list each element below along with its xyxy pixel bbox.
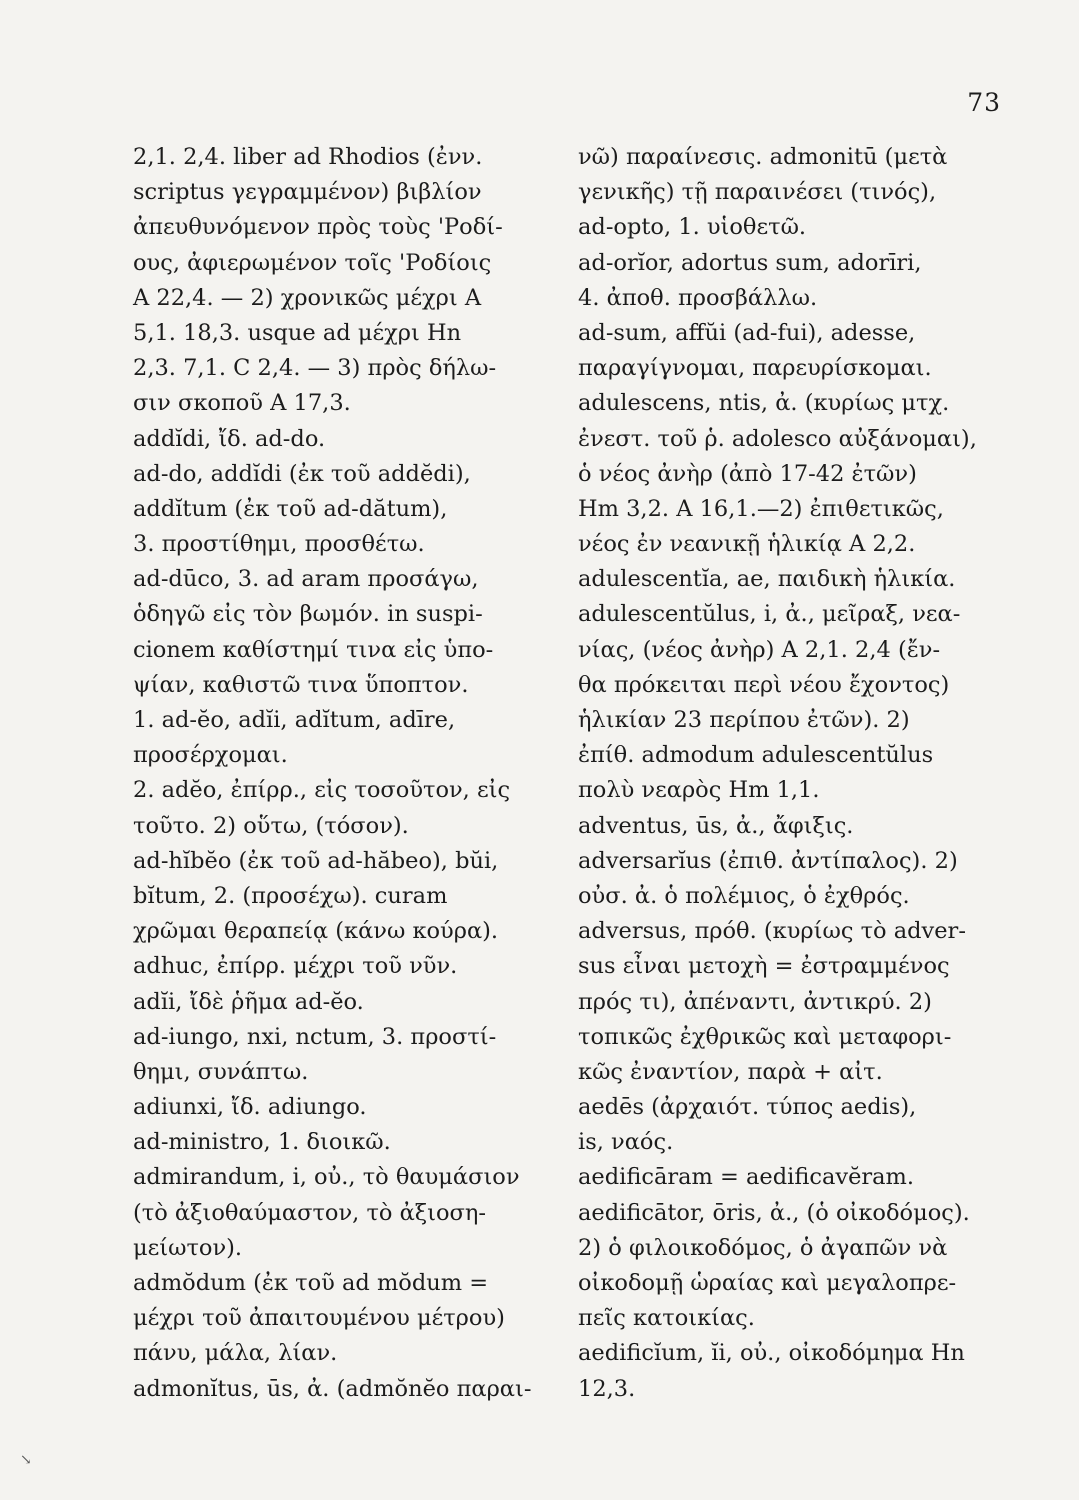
left-column-line: μείωτον).	[133, 1234, 243, 1261]
left-column-line: 5,1. 18,3. usque ad μέχρι Hn	[133, 319, 462, 346]
right-column-line: πρός τι), ἀπέναντι, ἀντικρύ. 2)	[578, 988, 932, 1015]
right-column-line: aedēs (ἀρχαιότ. τύπος aedis),	[578, 1094, 917, 1121]
left-column-line: πάνυ, μάλα, λίαν.	[133, 1340, 338, 1367]
right-column-line: adulescentŭlus, i, ἀ., μεῖραξ, νεα-	[578, 601, 961, 628]
right-column-line: ad-orĭor, adortus sum, adorīri,	[578, 249, 922, 276]
left-column-line: ad-ministro, 1. διοικῶ.	[133, 1129, 391, 1156]
right-column-line: Hm 3,2. Α 16,1.—2) ἐπιθετικῶς,	[578, 495, 944, 522]
right-column-line: νίας, (νέος ἀνὴρ) Α 2,1. 2,4 (ἔν-	[578, 636, 941, 663]
left-column-line: adĭi, ἴδὲ ῥῆμα ad-ĕo.	[133, 988, 364, 1015]
left-column-line: χρῶμαι θεραπείᾳ (κάνω κούρα).	[133, 918, 499, 945]
left-column-line: ὁδηγῶ εἰς τὸν βωμόν. in suspi-	[133, 601, 483, 628]
right-column-line: aedificāram = aedificavĕram.	[578, 1164, 915, 1191]
right-column-line: 2) ὁ φιλοικοδόμος, ὁ ἀγαπῶν νὰ	[578, 1234, 948, 1261]
right-column-line: πεῖς κατοικίας.	[578, 1305, 755, 1332]
left-column-line: adiunxi, ἴδ. adiungo.	[133, 1094, 367, 1121]
left-column-line: προσέρχομαι.	[133, 742, 288, 769]
left-column	[133, 140, 548, 1407]
left-column-line: (τὸ ἀξιοθαύμαστον, τὸ ἀξιοση-	[133, 1199, 486, 1226]
left-column-line: 2. adĕo, ἐπίρρ., εἰς τοσοῦτον, εἰς	[133, 777, 511, 804]
right-column-line: παραγίγνομαι, παρευρίσκομαι.	[578, 355, 932, 382]
right-column-line: adulescens, ntis, ἀ. (κυρίως μτχ.	[578, 390, 950, 417]
right-column-line: οὐσ. ἀ. ὁ πολέμιος, ὁ ἐχθρός.	[578, 882, 910, 909]
left-column-line: 2,1. 2,4. liber ad Rhodios (ἐνν.	[133, 144, 483, 170]
left-column-line: admonĭtus, ūs, ἀ. (admŏnĕo παραι-	[133, 1375, 532, 1402]
right-column-line: adulescentĭa, ae, παιδικὴ ἡλικία.	[578, 566, 956, 593]
left-column-line: σιν σκοποῦ Α 17,3.	[133, 390, 351, 417]
left-column-line: admirandum, i, οὐ., τὸ θαυμάσιον	[133, 1164, 520, 1191]
right-column-line: ἐνεστ. τοῦ ῥ. adolesco αὐξάνομαι),	[578, 425, 977, 452]
right-column-line: τοπικῶς ἐχθρικῶς καὶ μεταφορι-	[578, 1023, 952, 1050]
left-column-line: ad-hĭbĕo (ἐκ τοῦ ad-hăbeo), bŭi,	[133, 847, 499, 874]
left-column-line: 3. προστίθημι, προσθέτω.	[133, 531, 425, 558]
left-column-line: ad-dūco, 3. ad aram προσάγω,	[133, 566, 479, 593]
left-column-line: θημι, συνάπτω.	[133, 1058, 309, 1085]
left-column-line: τοῦτο. 2) οὕτω, (τόσον).	[133, 812, 409, 839]
left-column-line: adhuc, ἐπίρρ. μέχρι τοῦ νῦν.	[133, 953, 458, 980]
left-column-line: ἀπευθυνόμενον πρὸς τοὺς 'Ροδί-	[133, 214, 503, 241]
left-column-line: 1. ad-ĕo, adĭi, adĭtum, adīre,	[133, 707, 456, 733]
right-column-line: sus εἶναι μετοχὴ = ἐστραμμένος	[578, 953, 950, 980]
right-column-line: νῶ) παραίνεσις. admonitū (μετὰ	[578, 144, 948, 170]
left-column-line: admŏdum (ἐκ τοῦ ad mŏdum =	[133, 1270, 489, 1296]
right-column-line: πολὺ νεαρὸς Hm 1,1.	[578, 777, 820, 804]
left-column-line: Α 22,4. — 2) χρονικῶς μέχρι Α	[133, 284, 482, 311]
right-column-line: ὁ νέος ἀνὴρ (ἀπὸ 17-42 ἐτῶν)	[578, 460, 917, 487]
right-column-line: adversarĭus (ἐπιθ. ἀντίπαλος). 2)	[578, 847, 958, 874]
left-column-line: cionem καθίστημί τινα εἰς ὑπο-	[133, 636, 494, 663]
left-column-line: scriptus γεγραμμένον) βιβλίον	[133, 179, 482, 206]
right-column-line: 12,3.	[578, 1375, 636, 1402]
left-column-line: 2,3. 7,1. C 2,4. — 3) πρὸς δήλω-	[133, 355, 497, 382]
right-column-line: οἰκοδομῇ ὡραίας καὶ μεγαλοπρε-	[578, 1270, 957, 1296]
right-column-line: is, ναός.	[578, 1129, 674, 1156]
right-column-line: 4. ἀποθ. προσβάλλω.	[578, 284, 818, 311]
page-number: 73	[967, 88, 1001, 117]
left-column-line: ad-do, addĭdi (ἐκ τοῦ addĕdi),	[133, 460, 471, 487]
right-column-line: adversus, πρόθ. (κυρίως τὸ adver-	[578, 918, 966, 945]
right-column-line: aedificātor, ōris, ἀ., (ὁ οἰκοδόμος).	[578, 1199, 970, 1226]
corner-mark: ↘	[20, 1452, 32, 1468]
right-column-line: γενικῆς) τῇ παραινέσει (τινός),	[578, 179, 937, 206]
right-column-line: ad-opto, 1. υἱοθετῶ.	[578, 214, 807, 241]
right-column-line: κῶς ἐναντίον, παρὰ + αἰτ.	[578, 1058, 883, 1085]
left-column-line: addĭtum (ἐκ τοῦ ad-dătum),	[133, 495, 448, 522]
right-column-line: θα πρόκειται περὶ νέου ἔχοντος)	[578, 671, 950, 698]
right-column-line: adventus, ūs, ἀ., ἄφιξις.	[578, 812, 854, 839]
right-column-line: ad-sum, affŭi (ad-fui), adesse,	[578, 319, 916, 346]
left-column-line: ad-iungo, nxi, nctum, 3. προστί-	[133, 1023, 497, 1050]
left-column-line: bĭtum, 2. (προσέχω). curam	[133, 882, 448, 909]
right-column	[578, 140, 993, 1407]
right-column-line: aedificĭum, ĭi, οὐ., οἰκοδόμημα Hn	[578, 1340, 965, 1367]
right-column-line: ἡλικίαν 23 περίπου ἐτῶν). 2)	[578, 707, 910, 733]
left-column-line: μέχρι τοῦ ἀπαιτουμένου μέτρου)	[133, 1305, 505, 1332]
right-column-line: ἐπίθ. admodum adulescentŭlus	[578, 742, 934, 769]
right-column-line: νέος ἐν νεανικῇ ἡλικίᾳ Α 2,2.	[578, 531, 916, 558]
left-column-line: ψίαν, καθιστῶ τινα ὕποπτον.	[133, 671, 469, 698]
left-column-line: ους, ἀφιερωμένον τοῖς 'Ροδίοις	[133, 249, 492, 276]
left-column-line: addĭdi, ἴδ. ad-do.	[133, 425, 326, 452]
